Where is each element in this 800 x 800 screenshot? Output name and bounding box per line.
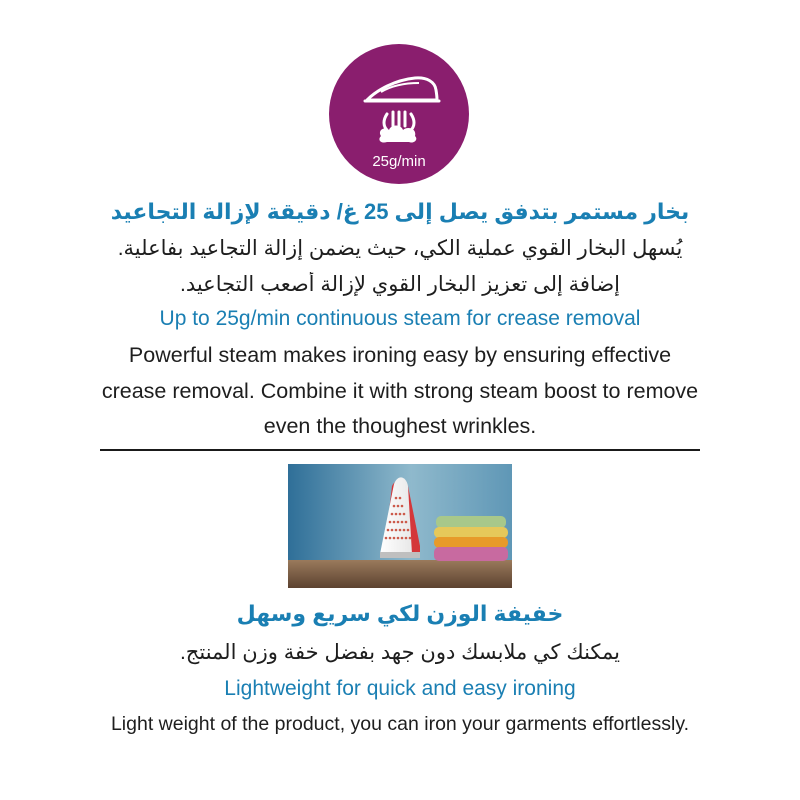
lightweight-title-english: Lightweight for quick and easy ironing <box>224 677 576 700</box>
lightweight-body-arabic: يمكنك كي ملابسك دون جهد بفضل خفة وزن المنتج. <box>179 641 621 664</box>
steam-body-arabic-line-2: إضافة إلى تعزيز البخار القوي لإزالة أصعب التجاعيد. <box>179 273 620 296</box>
lightweight-title-arabic: خفيفة الوزن لكي سريع وسهل <box>236 601 564 626</box>
steam-body-english-line-2: crease removal. Combine it with strong steam boost to remove <box>101 379 699 403</box>
steam-body-arabic-line-1: يُسهل البخار القوي عملية الكي، حيث يضمن إزالة التجاعيد بفاعلية. <box>117 237 683 260</box>
steam-title-arabic: بخار مستمر بتدفق يصل إلى 25 غ/ دقيقة لإزالة التجاعيد <box>110 199 690 224</box>
steam-title-english: Up to 25g/min continuous steam for crease removal <box>159 307 641 330</box>
steam-rate-label: 25g/min <box>372 153 426 170</box>
steam-body-english-line-1: Powerful steam makes ironing easy by ensuring effective <box>128 343 672 367</box>
steam-body-english-line-3: even the thoughest wrinkles. <box>263 414 537 438</box>
section-divider <box>100 449 700 451</box>
steam-rate-badge <box>329 44 469 184</box>
steam-iron-with-folded-towels-photo <box>288 464 512 588</box>
lightweight-body-english: Light weight of the product, you can iron your garments effortlessly. <box>110 713 690 735</box>
